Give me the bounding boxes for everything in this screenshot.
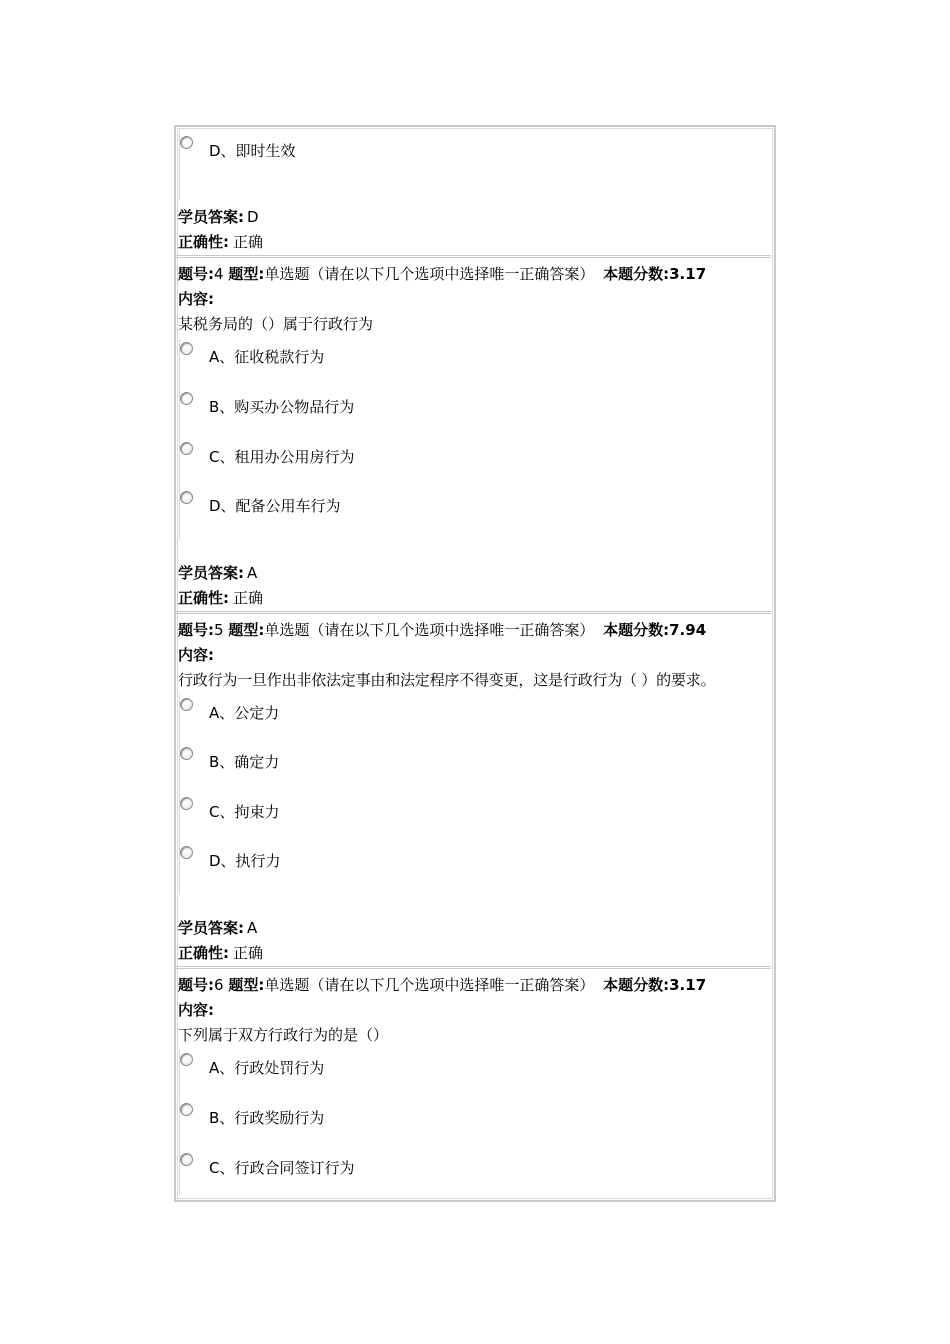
correctness-value: 正确 <box>233 233 264 251</box>
correctness-label: 正确性: <box>178 589 229 607</box>
score-label: 本题分数: <box>603 621 670 639</box>
option-label: A、征收税款行为 <box>209 348 325 366</box>
option-label: C、行政合同签订行为 <box>209 1159 355 1177</box>
question-content: 下列属于双方行政行为的是（） <box>178 1026 389 1044</box>
radio-option-b[interactable] <box>180 747 193 760</box>
question-separator <box>176 255 771 258</box>
option-label: C、租用办公用房行为 <box>209 448 355 466</box>
score-value: 3.17 <box>669 976 707 994</box>
question-no-value: 5 <box>214 621 224 639</box>
option-label: C、拘束力 <box>209 803 280 821</box>
score-label: 本题分数: <box>603 265 670 283</box>
question-separator <box>176 611 771 614</box>
option-label: A、行政处罚行为 <box>209 1059 325 1077</box>
student-answer-label: 学员答案: <box>178 919 244 937</box>
question-no-label: 题号: <box>178 265 214 283</box>
question-no-value: 6 <box>214 976 224 994</box>
question-no-label: 题号: <box>178 621 214 639</box>
radio-option-c[interactable] <box>180 797 193 810</box>
option-label: D、执行力 <box>209 852 281 870</box>
question-content: 某税务局的（）属于行政行为 <box>178 315 374 333</box>
question-separator <box>176 966 771 969</box>
question-no-value: 4 <box>214 265 224 283</box>
question-type-label: 题型: <box>228 621 265 639</box>
question-header <box>178 975 706 995</box>
content-label: 内容: <box>178 1001 214 1019</box>
student-answer-label: 学员答案: <box>178 564 244 582</box>
radio-option-d[interactable] <box>180 136 193 149</box>
left-guide-line <box>179 1050 180 1195</box>
option-label: D、配备公用车行为 <box>209 497 341 515</box>
radio-option-d[interactable] <box>180 491 193 504</box>
correctness-label: 正确性: <box>178 944 229 962</box>
radio-option-a[interactable] <box>180 698 193 711</box>
option-label: D、即时生效 <box>209 142 296 160</box>
content-label: 内容: <box>178 646 214 664</box>
radio-option-b[interactable] <box>180 1103 193 1116</box>
option-label: B、购买办公物品行为 <box>209 398 355 416</box>
correctness-value: 正确 <box>233 944 264 962</box>
radio-option-c[interactable] <box>180 442 193 455</box>
content-label: 内容: <box>178 290 214 308</box>
option-label: B、行政奖励行为 <box>209 1109 325 1127</box>
question-header <box>178 264 706 284</box>
radio-option-c[interactable] <box>180 1153 193 1166</box>
radio-option-d[interactable] <box>180 846 193 859</box>
student-answer-value: A <box>247 919 258 937</box>
left-guide-line <box>179 695 180 895</box>
score-value: 7.94 <box>669 621 707 639</box>
question-content: 行政行为一旦作出非依法定事由和法定程序不得变更，这是行政行为（ ）的要求。 <box>178 671 716 689</box>
student-answer-value: D <box>247 208 259 226</box>
question-header <box>178 620 706 640</box>
left-guide-line <box>179 340 180 540</box>
correctness-label: 正确性: <box>178 233 229 251</box>
student-answer-label: 学员答案: <box>178 208 244 226</box>
correctness-value: 正确 <box>233 589 264 607</box>
question-type-label: 题型: <box>228 265 265 283</box>
question-type-label: 题型: <box>228 976 265 994</box>
score-value: 3.17 <box>669 265 707 283</box>
question-type-value: 单选题（请在以下几个选项中选择唯一正确答案） <box>264 621 595 639</box>
student-answer-value: A <box>247 564 258 582</box>
radio-option-b[interactable] <box>180 392 193 405</box>
question-no-label: 题号: <box>178 976 214 994</box>
radio-option-a[interactable] <box>180 1053 193 1066</box>
option-label: B、确定力 <box>209 753 280 771</box>
option-label: A、公定力 <box>209 704 280 722</box>
question-type-value: 单选题（请在以下几个选项中选择唯一正确答案） <box>264 976 595 994</box>
score-label: 本题分数: <box>603 976 670 994</box>
radio-option-a[interactable] <box>180 342 193 355</box>
question-type-value: 单选题（请在以下几个选项中选择唯一正确答案） <box>264 265 595 283</box>
